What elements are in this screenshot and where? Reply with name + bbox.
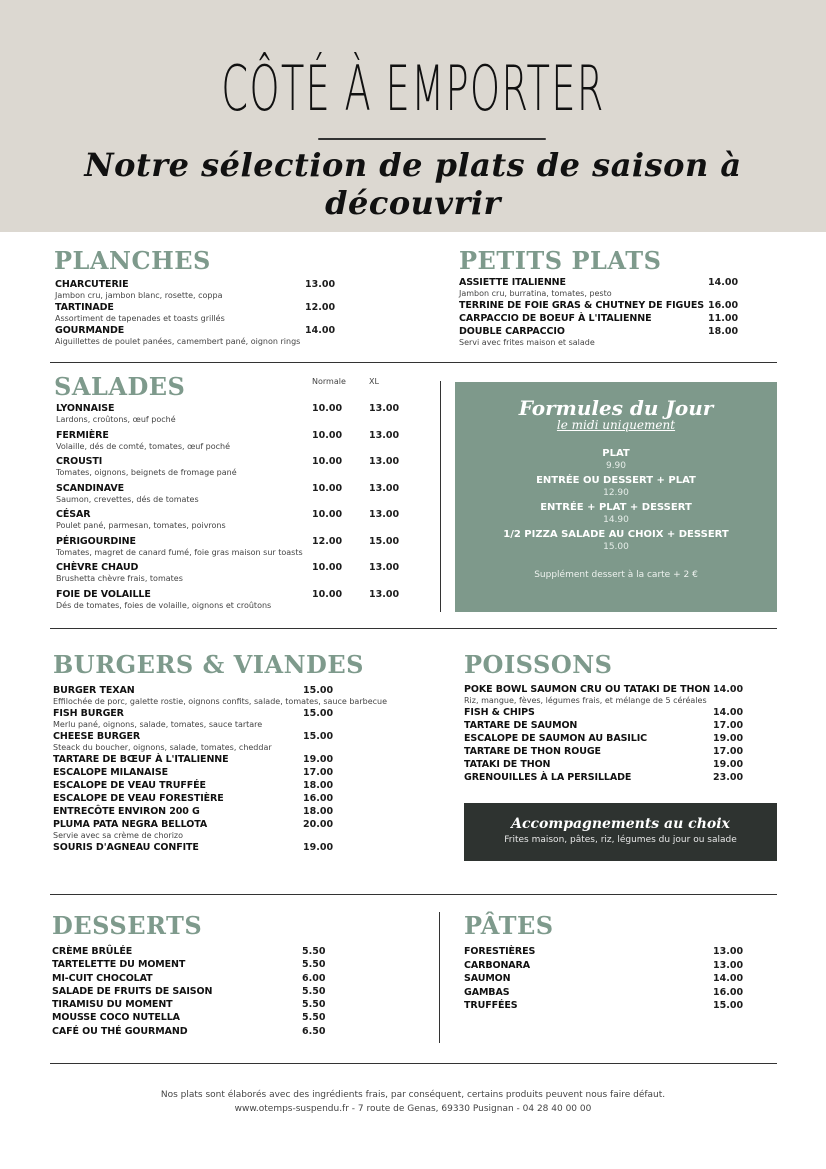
menu-item-price: 23.00 xyxy=(713,772,744,783)
formules-list xyxy=(455,448,777,552)
menu-item xyxy=(464,1000,754,1014)
menu-item-name: SAUMON xyxy=(464,973,511,984)
menu-item xyxy=(464,759,764,772)
divider-4 xyxy=(50,1063,777,1064)
menu-item xyxy=(55,302,345,313)
burgers-list xyxy=(53,685,433,855)
menu-item xyxy=(52,959,342,972)
salade-price-normal: 10.00 xyxy=(312,588,343,600)
menu-item-name: FORESTIÈRES xyxy=(464,946,536,957)
salade-price-xl: 13.00 xyxy=(369,403,400,414)
menu-item-price: 18.00 xyxy=(303,806,334,817)
menu-item xyxy=(55,279,345,290)
section-title-desserts: DESSERTS xyxy=(52,911,203,940)
menu-item-price: 17.00 xyxy=(713,746,744,757)
menu-item-name: CHEESE BURGER xyxy=(53,731,141,742)
salade-item-description: Lardons, croûtons, œuf poché xyxy=(56,415,176,424)
menu-item-name: SOURIS D'AGNEAU CONFITE xyxy=(53,842,199,853)
section-title-petits-plats: PETITS PLATS xyxy=(459,246,662,275)
menu-item xyxy=(459,313,749,326)
salade-price-normal: 12.00 xyxy=(312,535,343,547)
menu-item-price: 19.00 xyxy=(303,842,334,853)
planches-list xyxy=(55,279,345,348)
formules-subtitle: le midi uniquement xyxy=(556,418,676,432)
menu-item-name: GOURMANDE xyxy=(55,325,125,336)
footer xyxy=(0,1088,826,1116)
menu-item-name: TERRINE DE FOIE GRAS & CHUTNEY DE FIGUES xyxy=(459,300,704,311)
salade-price-xl: 13.00 xyxy=(369,509,400,520)
formule-label: 1/2 PIZZA SALADE AU CHOIX + DESSERT xyxy=(503,529,729,540)
menu-item-name: PLUMA PATA NEGRA BELLOTA xyxy=(53,819,208,830)
menu-item-name: FISH & CHIPS xyxy=(464,707,535,718)
salade-price-normal: 10.00 xyxy=(312,403,343,414)
formule-price: 9.90 xyxy=(605,461,627,471)
formule-label: ENTRÉE OU DESSERT + PLAT xyxy=(536,475,696,486)
menu-item-name: TARTARE DE BŒUF À L'ITALIENNE xyxy=(53,754,229,765)
menu-item-name: TRUFFÉES xyxy=(464,1000,518,1011)
salade-item-description: Dés de tomates, foies de volaille, oignons et croûtons xyxy=(56,600,272,610)
salade-item xyxy=(56,403,416,414)
menu-item-price: 15.00 xyxy=(713,1000,744,1011)
menu-item-price: 16.00 xyxy=(708,300,739,311)
menu-item-price: 5.50 xyxy=(302,1012,326,1024)
formules-note: Supplément dessert à la carte + 2 € xyxy=(534,570,698,580)
menu-item-name: TARTINADE xyxy=(55,302,114,313)
formules-title: Formules du Jour xyxy=(518,396,714,420)
salade-item xyxy=(56,509,416,520)
divider-1 xyxy=(50,362,777,363)
salade-price-xl: 13.00 xyxy=(369,588,400,600)
vertical-divider-2 xyxy=(439,912,440,1043)
menu-item-name: TARTARE DE THON ROUGE xyxy=(464,746,601,757)
section-title-pates: PÂTES xyxy=(464,911,554,940)
salade-item xyxy=(56,562,416,573)
menu-item-price: 16.00 xyxy=(713,986,744,998)
menu-item xyxy=(53,842,433,855)
menu-item xyxy=(464,973,754,987)
menu-item xyxy=(53,767,433,780)
salade-item-description: Poulet pané, parmesan, tomates, poivrons xyxy=(56,521,226,530)
page-title: CÔTÉ À EMPORTER xyxy=(221,52,605,125)
salades-col-normal: Normale xyxy=(312,377,346,386)
salade-price-xl: 13.00 xyxy=(369,482,400,494)
menu-item xyxy=(53,708,433,719)
formule-price: 14.90 xyxy=(603,515,629,525)
menu-item-name: ESCALOPE DE VEAU TRUFFÉE xyxy=(53,780,206,791)
menu-item-name: TIRAMISU DU MOMENT xyxy=(52,999,173,1011)
salade-item-description: Brushetta chèvre frais, tomates xyxy=(56,574,183,583)
section-title-poissons: POISSONS xyxy=(464,650,613,679)
menu-item-price: 14.00 xyxy=(713,684,744,695)
menu-item-name: FISH BURGER xyxy=(53,708,124,719)
menu-item xyxy=(464,684,764,695)
salade-price-xl: 13.00 xyxy=(369,562,400,573)
menu-item-price: 5.50 xyxy=(302,985,326,997)
menu-item-name: TARTARE DE SAUMON xyxy=(464,720,578,731)
menu-item xyxy=(53,780,433,793)
menu-item-price: 13.00 xyxy=(713,959,744,971)
footer-disclaimer: Nos plats sont élaborés avec des ingrédients frais, par conséquent, certains produits peuvent nous faire défaut. xyxy=(160,1090,666,1100)
menu-item-description: Aiguillettes de poulet panées, camembert pané, oignon rings xyxy=(55,337,301,346)
salade-item-name: CROUSTI xyxy=(56,456,103,467)
formules-box xyxy=(455,382,777,612)
accompagnements-text: Frites maison, pâtes, riz, légumes du jour ou salade xyxy=(504,835,737,845)
menu-item xyxy=(464,772,764,785)
menu-item xyxy=(53,731,433,742)
menu-item-name: ESCALOPE DE VEAU FORESTIÈRE xyxy=(53,793,224,804)
salade-item xyxy=(56,536,416,547)
menu-item xyxy=(52,1012,342,1025)
menu-item-price: 13.00 xyxy=(305,279,336,290)
menu-item xyxy=(52,999,342,1012)
menu-item-name: GRENOUILLES À LA PERSILLADE xyxy=(464,772,632,783)
menu-item-price: 11.00 xyxy=(708,313,739,324)
menu-item xyxy=(464,707,764,720)
salade-price-normal: 10.00 xyxy=(312,429,343,441)
accompagnements-title: Accompagnements au choix xyxy=(511,816,730,832)
menu-item-price: 13.00 xyxy=(713,946,744,957)
menu-item-name: MI-CUIT CHOCOLAT xyxy=(52,972,153,984)
menu-item-name: CARBONARA xyxy=(464,959,531,971)
divider-3 xyxy=(50,894,777,895)
salade-item-description: Tomates, oignons, beignets de fromage pané xyxy=(56,468,237,477)
formule-price: 12.90 xyxy=(603,488,629,498)
menu-item-name: POKE BOWL SAUMON CRU OU TATAKI DE THON xyxy=(464,684,711,695)
menu-item-description: Riz, mangue, fèves, légumes frais, et mélange de 5 céréales xyxy=(464,696,707,705)
menu-item xyxy=(53,754,433,767)
salade-item-name: PÉRIGOURDINE xyxy=(56,535,136,547)
menu-item-name: BURGER TEXAN xyxy=(53,685,135,696)
menu-item-description: Servie avec sa crème de chorizo xyxy=(53,831,184,840)
menu-item-name: DOUBLE CARPACCIO xyxy=(459,326,565,337)
menu-item xyxy=(464,720,764,733)
menu-item xyxy=(53,793,433,806)
menu-item xyxy=(52,986,342,999)
menu-item-price: 19.00 xyxy=(713,759,744,770)
menu-item xyxy=(53,819,433,830)
menu-item xyxy=(53,806,433,819)
menu-item-name: CARPACCIO DE BOEUF À L'ITALIENNE xyxy=(459,313,652,324)
menu-item-name: CAFÉ OU THÉ GOURMAND xyxy=(52,1025,188,1037)
salade-item-description: Volaille, dés de comté, tomates, œuf poché xyxy=(56,441,231,451)
menu-item-price: 17.00 xyxy=(713,720,744,731)
menu-item xyxy=(464,733,764,746)
salade-price-normal: 10.00 xyxy=(312,456,343,467)
footer-contact: www.otemps-suspendu.fr - 7 route de Genas, 69330 Pusignan - 04 28 40 00 00 xyxy=(234,1104,592,1114)
section-title-burgers: BURGERS & VIANDES xyxy=(53,650,364,679)
salade-item xyxy=(56,589,416,600)
formule-label: PLAT xyxy=(602,448,630,459)
divider-2 xyxy=(50,628,777,629)
menu-item-name: SALADE DE FRUITS DE SAISON xyxy=(52,985,213,997)
menu-item-price: 15.00 xyxy=(303,685,334,696)
menu-item xyxy=(459,326,749,337)
menu-item-price: 15.00 xyxy=(303,731,334,742)
salade-item-description: Tomates, magret de canard fumé, foie gras maison sur toasts xyxy=(56,547,303,557)
menu-item-price: 15.00 xyxy=(303,708,334,719)
menu-item-price: 14.00 xyxy=(713,973,744,984)
menu-item-price: 18.00 xyxy=(303,780,334,791)
menu-item xyxy=(55,325,345,336)
menu-item-name: ESCALOPE DE SAUMON AU BASILIC xyxy=(464,733,648,744)
menu-item-price: 14.00 xyxy=(305,325,336,336)
menu-item xyxy=(52,946,342,959)
menu-item xyxy=(459,277,749,288)
menu-item-price: 5.50 xyxy=(302,946,326,957)
menu-item-price: 17.00 xyxy=(303,767,334,778)
menu-item-price: 12.00 xyxy=(305,302,336,313)
menu-item-price: 5.50 xyxy=(302,999,326,1011)
menu-item-name: ESCALOPE MILANAISE xyxy=(53,767,168,778)
section-title-salades: SALADES xyxy=(54,372,186,401)
menu-item-price: 14.00 xyxy=(708,277,739,288)
header-banner xyxy=(0,0,826,232)
menu-item-price: 5.50 xyxy=(302,959,326,971)
salade-item-name: CÉSAR xyxy=(56,509,91,520)
salade-item xyxy=(56,430,416,441)
menu-item-description: Servi avec frites maison et salade xyxy=(459,338,595,347)
menu-item xyxy=(464,987,754,1001)
menu-item-price: 6.00 xyxy=(302,972,326,984)
salade-price-normal: 10.00 xyxy=(312,509,343,520)
menu-item-name: TATAKI DE THON xyxy=(464,759,551,770)
petits-plats-list xyxy=(459,277,749,349)
salades-list xyxy=(56,403,416,615)
menu-item xyxy=(459,300,749,313)
menu-item-name: TARTELETTE DU MOMENT xyxy=(52,959,186,971)
menu-item-price: 6.50 xyxy=(302,1025,326,1037)
menu-item xyxy=(53,685,433,696)
menu-item xyxy=(464,960,754,974)
salade-item-name: FERMIÈRE xyxy=(56,429,109,441)
menu-item xyxy=(52,1026,342,1039)
salade-item xyxy=(56,456,416,467)
salade-item-name: CHÈVRE CHAUD xyxy=(56,562,139,573)
menu-item-name: ASSIETTE ITALIENNE xyxy=(459,277,566,288)
menu-item-price: 14.00 xyxy=(713,707,744,718)
menu-item-price: 18.00 xyxy=(708,326,739,337)
menu-item xyxy=(52,973,342,986)
pates-list xyxy=(464,946,754,1014)
menu-item-price: 20.00 xyxy=(303,819,334,830)
menu-item-name: ENTRECÔTE ENVIRON 200 G xyxy=(53,806,200,817)
section-title-planches: PLANCHES xyxy=(54,246,211,275)
menu-item-name: GAMBAS xyxy=(464,986,510,998)
salade-item-name: FOIE DE VOLAILLE xyxy=(56,588,151,600)
menu-item-name: CRÈME BRÛLÉE xyxy=(52,946,133,957)
formule-price: 15.00 xyxy=(603,542,629,552)
accompagnements-box xyxy=(464,803,777,861)
menu-item-description: Assortiment de tapenades et toasts grillés xyxy=(55,314,225,323)
page-subtitle: Notre sélection de plats de saison à découvrir xyxy=(84,146,742,222)
salade-price-normal: 10.00 xyxy=(312,482,343,494)
salade-price-xl: 15.00 xyxy=(369,535,400,547)
menu-item-price: 19.00 xyxy=(713,733,744,744)
menu-item-name: CHARCUTERIE xyxy=(55,279,129,290)
menu-item-price: 16.00 xyxy=(303,793,334,804)
menu-item xyxy=(464,746,764,759)
menu-item-description: Effilochée de porc, galette rostie, oignons confits, salade, tomates, sauce barbecue xyxy=(53,697,387,706)
menu-item-name: MOUSSE COCO NUTELLA xyxy=(52,1012,180,1024)
salade-price-xl: 13.00 xyxy=(369,456,400,467)
menu-item-price: 19.00 xyxy=(303,754,334,765)
salade-price-xl: 13.00 xyxy=(369,429,400,441)
salades-col-xl: XL xyxy=(369,377,379,386)
salade-price-normal: 10.00 xyxy=(312,562,343,573)
menu-item xyxy=(464,946,754,960)
menu-item-description: Steack du boucher, oignons, salade, tomates, cheddar xyxy=(53,743,272,752)
formule-label: ENTRÉE + PLAT + DESSERT xyxy=(540,502,692,513)
menu-item-description: Merlu pané, oignons, salade, tomates, sauce tartare xyxy=(53,720,263,729)
poissons-list xyxy=(464,684,764,785)
salade-item-name: LYONNAISE xyxy=(56,403,115,414)
title-underline xyxy=(318,138,546,140)
salade-item-name: SCANDINAVE xyxy=(56,482,125,494)
menu-item-description: Jambon cru, jambon blanc, rosette, coppa xyxy=(55,291,223,300)
salade-item xyxy=(56,483,416,494)
vertical-divider-1 xyxy=(440,381,441,612)
salade-item-description: Saumon, crevettes, dés de tomates xyxy=(56,494,199,504)
desserts-list xyxy=(52,946,342,1039)
menu-item-description: Jambon cru, burratina, tomates, pesto xyxy=(459,289,612,298)
